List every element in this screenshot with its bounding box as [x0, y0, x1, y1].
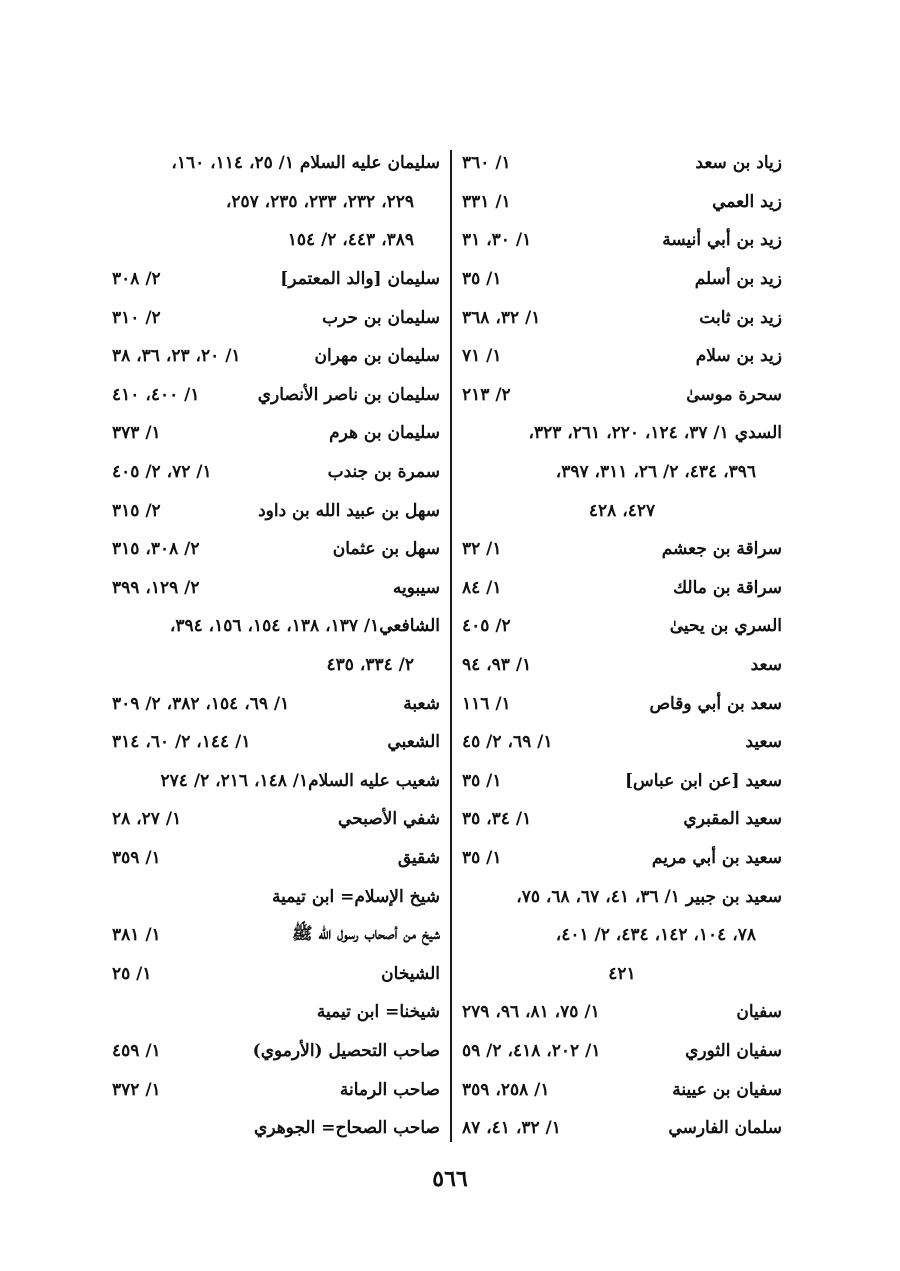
entry-pages: ٢/ ٣١٠	[112, 307, 161, 328]
entry-name: سحرة موسىٰ	[686, 384, 782, 405]
entry-name: زيد بن ثابت	[699, 307, 782, 328]
entry-name: سيبويه	[392, 577, 440, 598]
entry-pages: ١/ ٧٢، ٢/ ٤٠٥	[112, 462, 212, 483]
entry-pages: ٧٨، ١٠٤، ١٤٢، ٤٣٤، ٢/ ٤٠١،	[555, 925, 756, 946]
entry-pages: ٢/ ٢١٣	[462, 384, 511, 405]
index-entry	[112, 144, 440, 183]
page-number: ٥٦٦	[432, 1166, 468, 1192]
index-entry	[462, 221, 782, 260]
entry-name: سعيد [عن ابن عباس]	[624, 770, 782, 791]
entry-pages: ١/ ٣٢، ٤١، ٨٧	[462, 1118, 561, 1139]
entry-name: سفيان	[736, 1002, 782, 1023]
index-entry	[112, 491, 440, 530]
index-entry	[112, 993, 440, 1032]
index-entry	[462, 1109, 782, 1148]
index-entry	[462, 993, 782, 1032]
entry-name: سعيد بن أبي مريم	[651, 847, 782, 868]
entry-text: السدي ١/ ٣٧، ١٢٤، ٢٢٠، ٢٦١، ٣٢٣،	[528, 423, 782, 444]
index-entry	[462, 337, 782, 376]
entry-pages: ١/ ٣٨١	[112, 925, 161, 946]
index-entry	[112, 1070, 440, 1109]
entry-name: سعد بن أبي وقاص	[649, 693, 782, 714]
entry-pages: ١/ ٦٩، ١٥٤، ٣٨٢، ٢/ ٣٠٩	[112, 693, 290, 714]
entry-name: شيخنا= ابن تيمية	[316, 1002, 440, 1023]
entry-pages: ١/ ٧٥، ٨١، ٩٦، ٢٧٩	[462, 1002, 600, 1023]
index-entry	[462, 646, 782, 685]
column-divider	[450, 150, 452, 1142]
entry-name: صاحب التحصيل (الأرموي)	[252, 1040, 440, 1061]
right-column	[462, 144, 782, 1147]
entry-pages: ١/ ١١٦	[462, 693, 511, 714]
entry-name: سعد	[750, 655, 782, 676]
index-entry	[112, 260, 440, 299]
index-entry-continuation	[462, 453, 782, 492]
index-entry	[112, 530, 440, 569]
entry-name: صاحب الصحاح= الجوهري	[254, 1118, 440, 1139]
entry-pages: ١/ ٣٢، ٣٦٨	[462, 307, 541, 328]
entry-pages: ١/ ٣٥	[462, 269, 502, 290]
entry-pages: ٤٢٧، ٤٢٨	[588, 500, 656, 521]
entry-name: الشعبي	[387, 732, 440, 753]
index-entry	[112, 954, 440, 993]
index-entry	[462, 839, 782, 878]
entry-name: سعيد	[745, 732, 782, 753]
entry-pages: ١/ ٢٥	[112, 963, 152, 984]
entry-name: شفي الأصبحي	[337, 809, 440, 830]
index-entry	[112, 298, 440, 337]
index-entry	[462, 183, 782, 222]
index-entry	[462, 144, 782, 183]
entry-name: سليمان بن هرم	[329, 423, 440, 444]
index-entry	[112, 337, 440, 376]
index-entry	[112, 1032, 440, 1071]
entry-name: زيد بن سلام	[695, 346, 782, 367]
index-entry-continuation	[462, 954, 782, 993]
entry-text: شعيب عليه السلام١/ ١٤٨، ٢١٦، ٢/ ٢٧٤	[160, 770, 440, 791]
entry-name: سليمان [والد المعتمر]	[280, 269, 440, 290]
entry-name: سليمان بن ناصر الأنصاري	[257, 384, 440, 405]
index-entry	[462, 877, 782, 916]
entry-pages: ٣٩٦، ٤٣٤، ٢/ ٢٦، ٣١١، ٣٩٧،	[555, 462, 756, 483]
entry-pages: ١/ ٢٧، ٢٨	[112, 809, 182, 830]
index-entry	[112, 723, 440, 762]
entry-text: الشافعي١/ ١٣٧، ١٣٨، ١٥٤، ١٥٦، ٣٩٤،	[169, 616, 440, 637]
entry-name: شيخ من أصحاب رسول الله ﷺ	[292, 923, 440, 944]
index-entry	[462, 723, 782, 762]
entry-name: سراقة بن مالك	[673, 577, 782, 598]
entry-pages: ١/ ٤٠٠، ٤١٠	[112, 384, 200, 405]
index-entry-continuation	[462, 916, 782, 955]
entry-pages: ٤٢١	[608, 963, 636, 984]
entry-name: الشيخان	[381, 963, 440, 984]
index-entry	[112, 1109, 440, 1148]
entry-pages: ١/ ٦٩، ٢/ ٤٥	[462, 732, 553, 753]
index-entry	[112, 916, 440, 955]
entry-text: سليمان عليه السلام ١/ ٢٥، ١١٤، ١٦٠،	[171, 153, 440, 174]
entry-name: سليمان بن مهران	[314, 346, 440, 367]
entry-name: سراقة بن جعشم	[661, 539, 782, 560]
index-entry	[112, 839, 440, 878]
entry-pages: ١/ ٤٥٩	[112, 1040, 161, 1061]
entry-name: شعبة	[403, 693, 440, 714]
entry-name: شيخ الإسلام= ابن تيمية	[271, 886, 440, 907]
entry-pages: ١/ ٣٤، ٣٥	[462, 809, 532, 830]
entry-pages: ١/ ٨٤	[462, 577, 502, 598]
index-entry	[462, 607, 782, 646]
index-entry	[462, 800, 782, 839]
index-entry-continuation	[112, 221, 440, 260]
index-entry	[462, 1070, 782, 1109]
index-entry	[462, 530, 782, 569]
entry-pages: ١/ ٣٥	[462, 847, 502, 868]
index-entry	[112, 453, 440, 492]
entry-pages: ١/ ٢٠، ٢٣، ٣٦، ٣٨	[112, 346, 241, 367]
entry-pages: ١/ ٣٣١	[462, 191, 511, 212]
entry-pages: ١/ ٢٠٢، ٤١٨، ٢/ ٥٩	[462, 1040, 601, 1061]
index-entry	[112, 800, 440, 839]
entry-pages: ١/ ٣٢	[462, 539, 502, 560]
entry-pages: ١/ ٣٦٠	[462, 153, 511, 174]
entry-name: زيد بن أبي أنيسة	[662, 230, 782, 251]
index-entry-continuation	[112, 646, 440, 685]
entry-name: سمرة بن جندب	[327, 462, 440, 483]
entry-pages: ٢/ ١٢٩، ٣٩٩	[112, 577, 200, 598]
entry-pages: ١/ ٢٥٨، ٣٥٩	[462, 1079, 550, 1100]
index-entry	[112, 877, 440, 916]
entry-name: سفيان الثوري	[685, 1040, 782, 1061]
index-entry-continuation	[462, 491, 782, 530]
entry-name: السري بن يحيىٰ	[669, 616, 782, 637]
left-column	[112, 144, 440, 1147]
index-entry	[462, 684, 782, 723]
entry-pages: ٢/ ٣٠٨	[112, 269, 161, 290]
entry-name: زيد بن أسلم	[694, 269, 782, 290]
entry-pages: ١/ ٩٣، ٩٤	[462, 655, 532, 676]
entry-pages: ٢/ ٣١٥	[112, 500, 161, 521]
index-entry	[462, 376, 782, 415]
entry-name: زيد العمي	[712, 191, 782, 212]
entry-pages: ١/ ٣٥٩	[112, 847, 161, 868]
index-entry	[462, 569, 782, 608]
index-entry	[462, 414, 782, 453]
entry-pages: ٢/ ٤٠٥	[462, 616, 511, 637]
entry-pages: ٢٢٩، ٢٣٢، ٢٣٣، ٢٣٥، ٢٥٧،	[225, 191, 414, 212]
entry-name: سعيد المقبري	[683, 809, 782, 830]
entry-pages: ١/ ٧١	[462, 346, 502, 367]
entry-name: صاحب الرمانة	[339, 1079, 440, 1100]
entry-name: زياد بن سعد	[695, 153, 782, 174]
entry-pages: ١/ ١٤٤، ٢/ ٦٠، ٣١٤	[112, 732, 251, 753]
index-entry	[112, 762, 440, 801]
entry-name: سليمان بن حرب	[322, 307, 440, 328]
entry-text: سعيد بن جبير ١/ ٣٦، ٤١، ٦٧، ٦٨، ٧٥،	[516, 886, 782, 907]
entry-pages: ١/ ٣٧٣	[112, 423, 161, 444]
index-entry	[112, 376, 440, 415]
index-entry	[112, 607, 440, 646]
index-entry	[112, 569, 440, 608]
entry-pages: ٣٨٩، ٤٤٣، ٢/ ١٥٤	[287, 230, 414, 251]
index-entry-continuation	[112, 183, 440, 222]
entry-name: سهل بن عثمان	[332, 539, 440, 560]
entry-pages: ١/ ٣٧٢	[112, 1079, 161, 1100]
entry-name: سفيان بن عيينة	[672, 1079, 782, 1100]
entry-pages: ١/ ٣٠، ٣١	[462, 230, 532, 251]
entry-pages: ٢/ ٣٣٤، ٤٣٥	[326, 655, 414, 676]
entry-name: سلمان الفارسي	[668, 1118, 782, 1139]
entry-name: سهل بن عبيد الله بن داود	[258, 500, 440, 521]
index-entry	[462, 1032, 782, 1071]
entry-pages: ١/ ٣٥	[462, 770, 502, 791]
index-entry	[462, 762, 782, 801]
index-entry	[462, 260, 782, 299]
entry-pages: ٢/ ٣٠٨، ٣١٥	[112, 539, 200, 560]
index-entry	[112, 684, 440, 723]
index-entry	[462, 298, 782, 337]
index-entry	[112, 414, 440, 453]
entry-name: شقيق	[397, 847, 440, 868]
